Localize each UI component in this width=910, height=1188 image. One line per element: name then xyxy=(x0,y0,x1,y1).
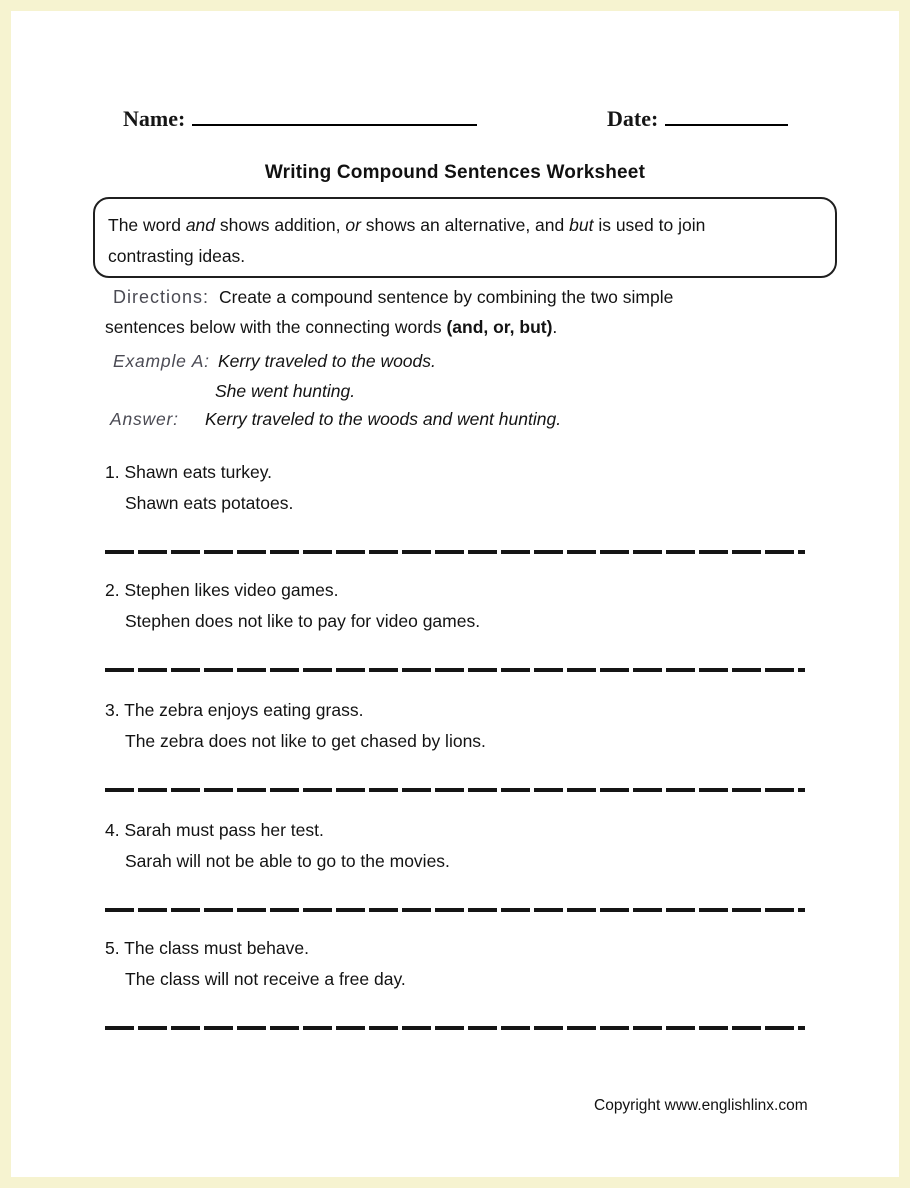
name-row xyxy=(123,106,477,132)
info-text: is used to join xyxy=(593,215,706,235)
answer-line xyxy=(105,668,805,672)
example-label: Example A: xyxy=(113,351,210,371)
problem-number: 4. xyxy=(105,820,120,840)
problem-sentence-2: The class will not receive a free day. xyxy=(125,969,406,989)
problem-5 xyxy=(105,929,805,1033)
example-sentence-1: Kerry traveled to the woods. xyxy=(218,351,436,371)
name-label: Name: xyxy=(123,106,186,131)
example-answer-row xyxy=(0,409,910,439)
answer-line xyxy=(105,1026,805,1030)
problem-sentence-2: The zebra does not like to get chased by lions. xyxy=(125,731,486,751)
problem-sentence-1: 4. Sarah must pass her test. xyxy=(105,820,324,840)
problem-1 xyxy=(105,453,805,557)
directions-text: sentences below with the connecting words xyxy=(105,317,447,337)
copyright-text: Copyright www.englishlinx.com xyxy=(594,1097,808,1114)
example-row-1 xyxy=(0,351,910,381)
info-italic-but: but xyxy=(569,215,594,235)
answer-line xyxy=(105,788,805,792)
problem-sentence-1: 3. The zebra enjoys eating grass. xyxy=(105,700,364,720)
example-row-2 xyxy=(0,381,910,411)
directions-block xyxy=(105,282,805,342)
problem-3 xyxy=(105,691,805,795)
problem-2 xyxy=(105,571,805,675)
problem-sentence-1: 2. Stephen likes video games. xyxy=(105,580,339,600)
directions-label: Directions: xyxy=(113,287,210,307)
answer-label: Answer: xyxy=(110,409,179,429)
info-italic-and: and xyxy=(185,215,216,235)
date-blank-line xyxy=(665,106,788,126)
answer-line xyxy=(105,908,805,912)
page-title: Writing Compound Sentences Worksheet xyxy=(264,162,646,183)
date-row xyxy=(607,106,788,132)
info-text: contrasting ideas. xyxy=(108,246,246,266)
info-text: The word xyxy=(108,215,186,235)
date-label: Date: xyxy=(607,106,659,131)
problem-number: 2. xyxy=(105,580,120,600)
info-text: shows an alternative, and xyxy=(360,215,570,235)
directions-bold-connectors: (and, or, but) xyxy=(446,317,553,337)
answer-line xyxy=(105,550,805,554)
problem-sentence-2: Shawn eats potatoes. xyxy=(125,493,294,513)
directions-text: Create a compound sentence by combining the two simple xyxy=(219,287,674,307)
problem-4 xyxy=(105,811,805,915)
info-box xyxy=(93,197,837,278)
problem-number: 5. xyxy=(105,938,120,958)
problem-number: 3. xyxy=(105,700,120,720)
problem-number: 1. xyxy=(105,462,120,482)
info-italic-or: or xyxy=(345,215,361,235)
example-answer: Kerry traveled to the woods and went hunting. xyxy=(205,409,562,429)
info-text: shows addition, xyxy=(215,215,346,235)
problem-sentence-1: 5. The class must behave. xyxy=(105,938,309,958)
problem-sentence-2: Stephen does not like to pay for video games. xyxy=(125,611,481,631)
problem-sentence-1: 1. Shawn eats turkey. xyxy=(105,462,273,482)
problem-sentence-2: Sarah will not be able to go to the movies. xyxy=(125,851,450,871)
name-blank-line xyxy=(192,106,477,126)
directions-text: . xyxy=(552,317,558,337)
example-sentence-2: She went hunting. xyxy=(215,381,356,401)
